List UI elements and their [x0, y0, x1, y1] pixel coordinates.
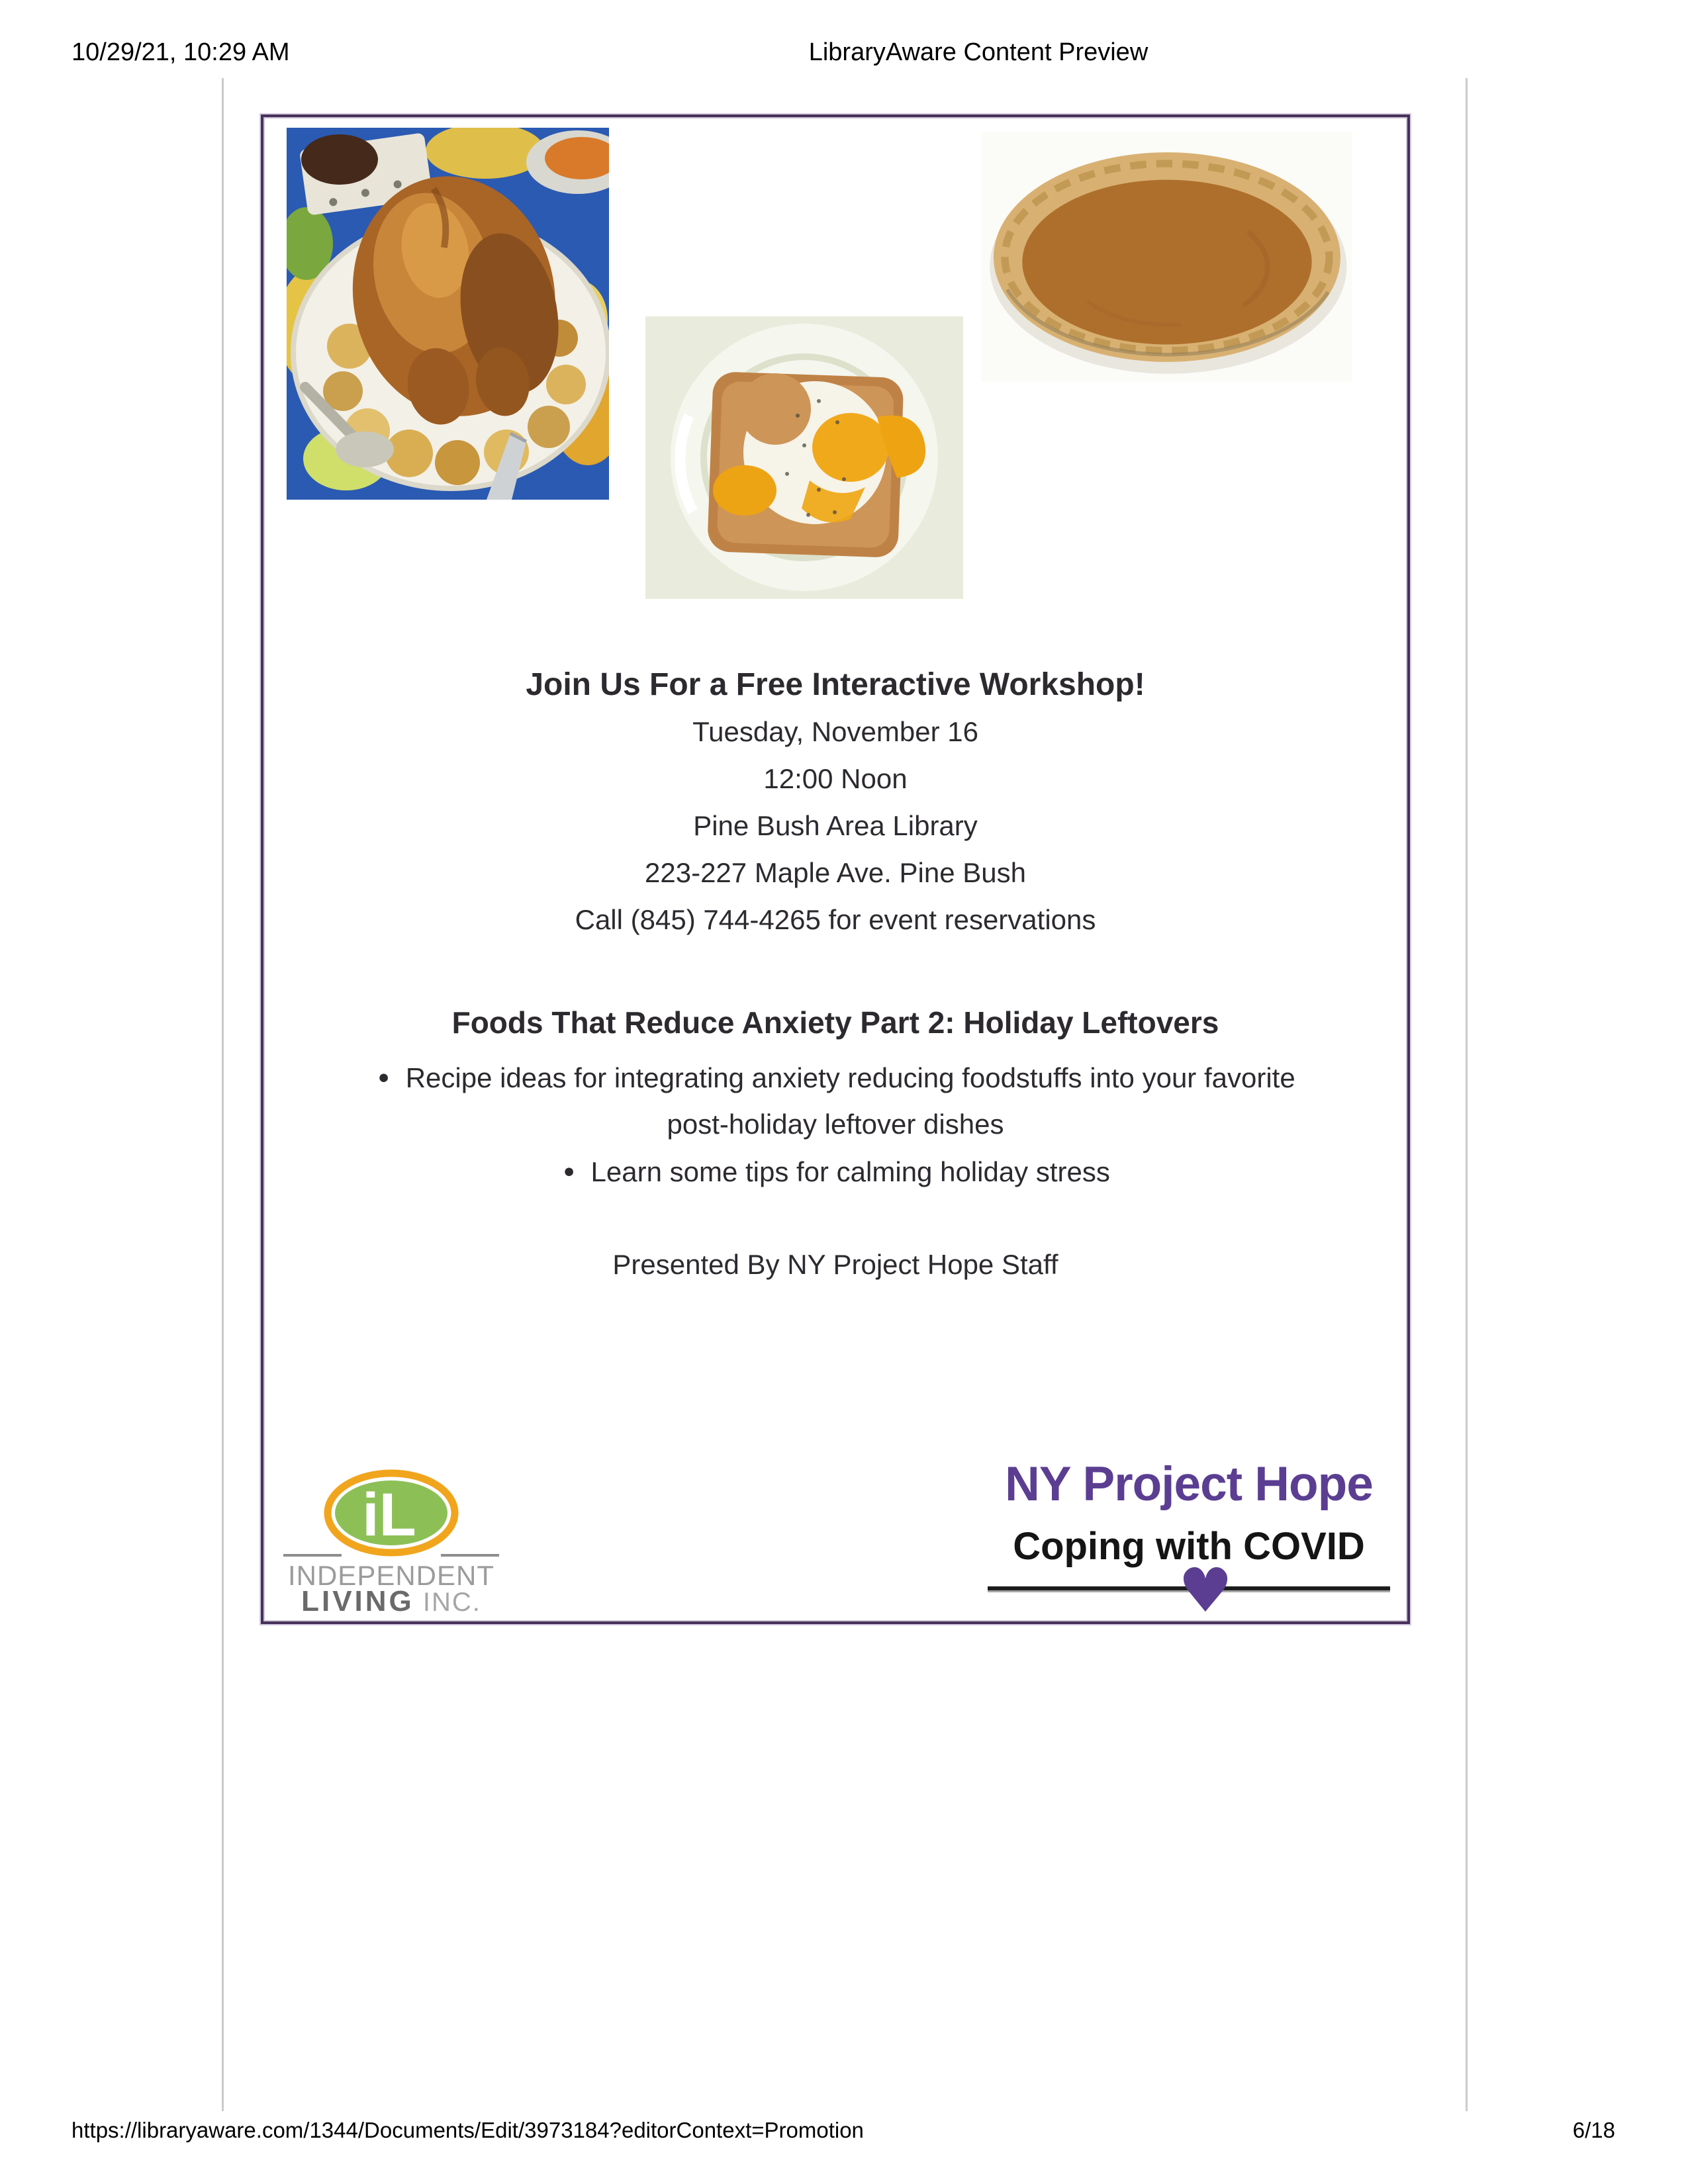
event-address: 223-227 Maple Ave. Pine Bush	[645, 857, 1026, 888]
il-wordmark-line2: LIVING INC.	[301, 1585, 481, 1617]
roast-turkey-dinner-photo	[287, 128, 609, 500]
heart-icon: ♥	[1178, 1555, 1233, 1626]
bullet-item-continued: post-holiday leftover dishes	[667, 1109, 1004, 1140]
event-phone: Call (845) 744-4265 for event reservations	[575, 904, 1096, 935]
nyph-subtitle: Coping with COVID	[1013, 1525, 1365, 1568]
event-date: Tuesday, November 16	[692, 716, 978, 747]
event-flyer	[261, 114, 1410, 1624]
event-venue: Pine Bush Area Library	[693, 810, 978, 841]
ny-project-hope-logo	[988, 1457, 1390, 1626]
event-details	[263, 708, 1407, 943]
print-footer-page-number: 6/18	[1572, 2118, 1615, 2142]
bullet-icon: ●	[378, 1066, 390, 1088]
presenter-line: Presented By NY Project Hope Staff	[612, 1249, 1058, 1280]
print-header-timestamp: 10/29/21, 10:29 AM	[71, 38, 290, 66]
workshop-heading: Join Us For a Free Interactive Workshop!	[526, 667, 1145, 702]
bullet-icon: ●	[563, 1160, 575, 1182]
topic-heading: Foods That Reduce Anxiety Part 2: Holiday Leftovers	[451, 1005, 1219, 1040]
pumpkin-pie-photo	[970, 132, 1364, 382]
print-header-title: LibraryAware Content Preview	[808, 38, 1149, 66]
bullet-item: ● Recipe ideas for integrating anxiety reducing foodstuffs into your favorite	[263, 1054, 1407, 1101]
preview-right-rule	[1466, 78, 1468, 2111]
il-wordmark-line1: INDEPENDENT	[287, 1560, 495, 1591]
nyph-title: NY Project Hope	[1005, 1457, 1373, 1511]
independent-living-logo	[283, 1459, 499, 1625]
il-left-rule	[283, 1554, 342, 1557]
preview-left-rule	[222, 78, 224, 2111]
il-oval-icon	[323, 1469, 459, 1557]
bullet-item: ● Learn some tips for calming holiday stress	[263, 1148, 1407, 1195]
poached-egg-toast-photo	[645, 316, 963, 599]
event-time: 12:00 Noon	[763, 763, 908, 794]
il-right-rule	[441, 1554, 499, 1557]
topic-bullets	[263, 1054, 1407, 1195]
print-footer-url: https://libraryaware.com/1344/Documents/Edit/3973184?editorContext=Promotion	[71, 2118, 864, 2142]
il-monogram: iL	[362, 1481, 416, 1549]
